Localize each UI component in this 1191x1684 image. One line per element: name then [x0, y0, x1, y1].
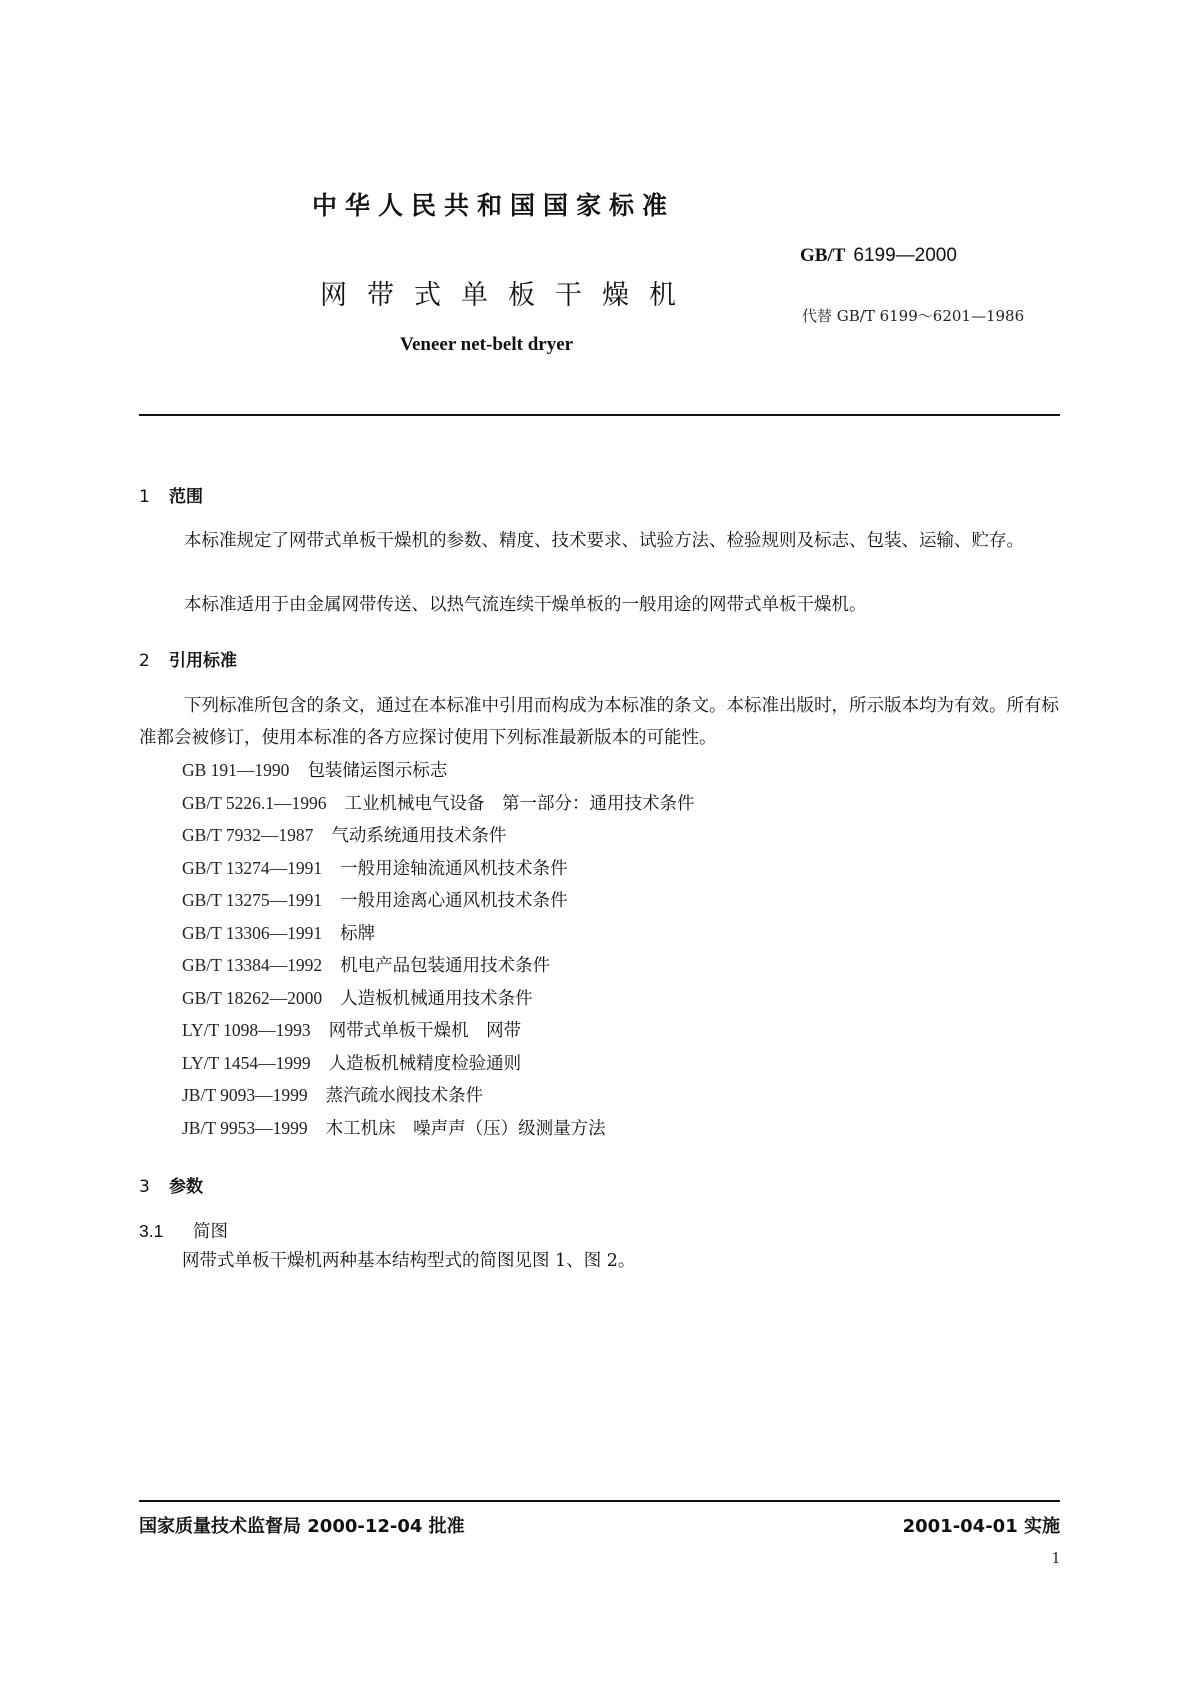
issued-by-date: 国家质量技术监督局 2000-12-04 批准	[139, 1516, 465, 1537]
standard-code	[800, 244, 957, 267]
reference-item	[182, 917, 695, 950]
english-title: Veneer net-belt dryer	[400, 334, 574, 355]
subsection-heading-sketch	[139, 1218, 228, 1243]
references-intro: 下列标准所包含的条文，通过在本标准中引用而构成为本标准的条文。本标准出版时，所示版本均为有效。所有标准都会被修订，使用本标准的各方应探讨使用下列标准最新版本的可能性。	[139, 696, 1059, 748]
reference-title: 包装储运图示标志	[307, 761, 448, 781]
reference-code: GB/T 5226.1—1996	[182, 792, 327, 813]
subsection-title: 简图	[193, 1222, 228, 1242]
reference-code: LY/T 1098—1993	[182, 1020, 311, 1040]
reference-item	[182, 1079, 695, 1112]
scope-paragraph-2: 本标准适用于由金属网带传送、以热气流连续干燥单板的一般用途的网带式单板干燥机。	[184, 595, 867, 615]
section-number: 3	[139, 1177, 150, 1197]
section-title: 参数	[169, 1177, 203, 1197]
reference-code: GB/T 13275—1991	[182, 890, 323, 910]
page-number: 1	[1051, 1548, 1060, 1567]
reference-item	[182, 1112, 695, 1145]
section-heading-references	[139, 646, 237, 671]
reference-title: 木工机床 噪声声（压）级测量方法	[325, 1118, 606, 1139]
reference-title: 人造板机械通用技术条件	[340, 988, 533, 1009]
replaces-note: 代替 GB/T 6199～6201—1986	[802, 307, 1025, 325]
standard-code-number: 6199—2000	[853, 245, 957, 266]
reference-code: GB/T 13274—1991	[182, 857, 323, 878]
reference-item	[182, 819, 695, 852]
national-standard-heading: 中华人民共和国国家标准	[312, 191, 676, 220]
reference-title: 工业机械电气设备 第一部分：通用技术条件	[344, 793, 695, 814]
standard-code-label: GB/T	[800, 245, 846, 266]
reference-title: 一般用途轴流通风机技术条件	[340, 858, 568, 879]
reference-code: LY/T 1454—1999	[182, 1052, 311, 1073]
section-number: 1	[139, 487, 150, 507]
reference-item	[182, 1047, 695, 1080]
reference-item	[182, 884, 695, 917]
reference-title: 气动系统通用技术条件	[331, 826, 507, 846]
footer-divider	[139, 1500, 1060, 1502]
reference-code: GB/T 13384—1992	[182, 955, 323, 975]
reference-title: 网带式单板干燥机 网带	[328, 1021, 522, 1041]
reference-list	[182, 754, 695, 1144]
reference-title: 一般用途离心通风机技术条件	[340, 891, 568, 911]
sketch-paragraph: 网带式单板干燥机两种基本结构型式的简图见图 1、图 2。	[182, 1251, 636, 1271]
reference-item	[182, 852, 695, 885]
reference-title: 人造板机械精度检验通则	[328, 1053, 522, 1074]
effective-date: 2001-04-01 实施	[902, 1516, 1060, 1537]
section-heading-parameters	[139, 1172, 203, 1197]
reference-code: JB/T 9093—1999	[182, 1085, 308, 1105]
scope-paragraph-1: 本标准规定了网带式单板干燥机的参数、精度、技术要求、试验方法、检验规则及标志、包装、运输、贮存。	[184, 531, 1024, 551]
reference-code: GB/T 13306—1991	[182, 922, 323, 943]
reference-item	[182, 787, 695, 820]
standard-title: 网带式单板干燥机	[320, 280, 696, 311]
header-divider	[139, 414, 1060, 416]
reference-code: JB/T 9953—1999	[182, 1117, 308, 1138]
reference-code: GB/T 18262—2000	[182, 987, 323, 1008]
section-title: 引用标准	[169, 651, 237, 671]
reference-title: 机电产品包装通用技术条件	[340, 956, 551, 976]
reference-title: 蒸汽疏水阀技术条件	[325, 1086, 484, 1106]
section-number: 2	[139, 651, 150, 671]
reference-code: GB/T 7932—1987	[182, 825, 314, 845]
reference-item	[182, 1014, 695, 1047]
reference-item	[182, 754, 695, 787]
section-heading-scope	[139, 482, 203, 507]
reference-code: GB 191—1990	[182, 760, 290, 780]
reference-item	[182, 949, 695, 982]
reference-title: 标牌	[340, 923, 376, 944]
section-title: 范围	[169, 487, 203, 507]
subsection-number: 3.1	[139, 1221, 164, 1241]
reference-item	[182, 982, 695, 1015]
